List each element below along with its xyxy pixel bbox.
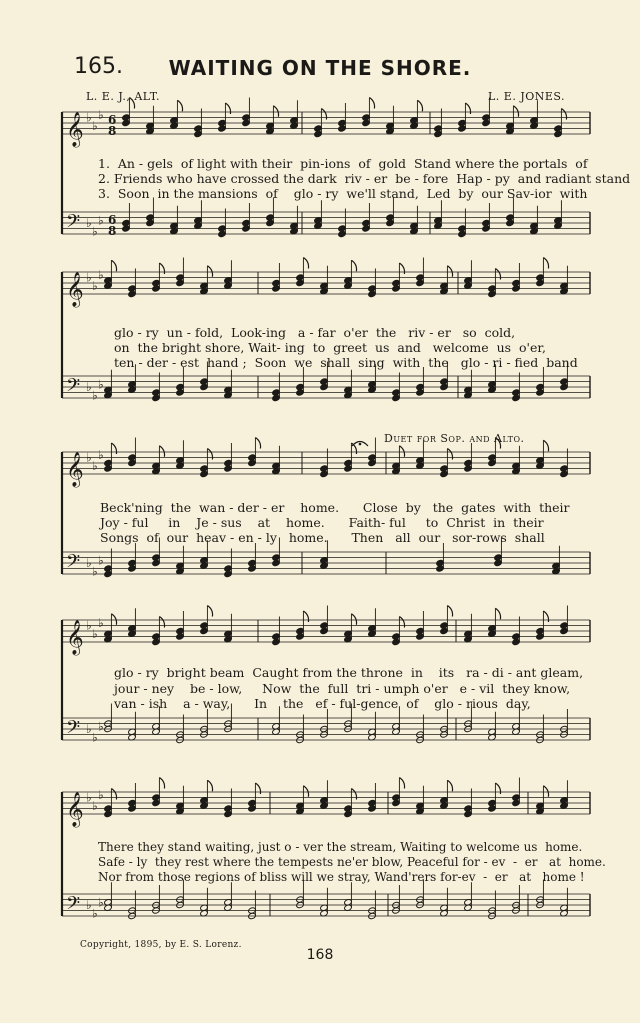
note-flag [207,780,212,791]
fermata-dot [359,443,362,446]
lyric-line: Safe - ly they rest where the tempests ne'er blow, Peaceful for - ev - er at home. [98,855,606,869]
page-number: 168 [306,947,334,963]
lyric-line: ten - der - est hand ; Soon we shall sing with the glo - ri - fied band [114,355,578,370]
time-signature-top: 6 [108,213,117,227]
flat-icon: ♭ [86,618,92,633]
flat-icon: ♭ [92,798,98,813]
treble-clef-icon: 𝄞 [66,112,84,147]
lyric-line: 3. Soon in the mansions of glo - ry we'll stand, Led by our Sav-ior with [98,186,588,201]
duet-annotation: Duet for Sop. and Alto. [384,432,525,445]
bass-clef-icon: 𝄢 [66,375,81,401]
lyric-line: Nor from those regions of bliss will we stray, Wand'rers for-ev - er at home ! [98,870,585,884]
note-flag [543,786,548,797]
lyric-line: van - ish a - way, In the ef - ful-gence of glo - rious day, [114,696,531,711]
note-flag [273,106,278,117]
flat-icon: ♭ [86,380,92,394]
flat-icon: ♭ [98,213,104,228]
treble-clef-icon: 𝄞 [66,272,84,307]
flat-icon: ♭ [98,553,104,568]
lyric-line: 1. An - gels of light with their pin-ions of gold Stand where the portals of [98,156,588,171]
bass-clef-icon: 𝄢 [66,717,81,743]
flat-icon: ♭ [98,719,104,734]
copyright-notice: Copyright, 1895, by E. S. Lorenz. [80,940,242,950]
note-flag [447,606,452,617]
note-flag [447,780,452,791]
words-credit: L. E. J., ALT. [86,90,160,103]
flat-icon: ♭ [86,790,92,805]
lyric-line: There they stand waiting, just o - ver the stream, Waiting to welcome us home. [98,840,583,854]
note-flag [207,266,212,277]
note-flag [447,266,452,277]
lyric-line: glo - ry bright beam Caught from the throne in its ra - di - ant gleam, [114,665,584,680]
flat-icon: ♭ [98,787,104,802]
flat-icon: ♭ [86,556,92,570]
treble-clef-icon: 𝄞 [66,792,84,827]
flat-icon: ♭ [98,267,104,282]
bass-clef-icon: 𝄢 [66,893,81,919]
lyric-line: Beck'ning the wan - der - er home. Close by the gates with their [100,500,570,515]
flat-icon: ♭ [98,107,104,122]
time-signature-bottom: 8 [108,224,117,238]
flat-icon: ♭ [92,564,98,579]
note-flag [417,100,422,111]
flat-icon: ♭ [86,898,92,912]
flat-icon: ♭ [86,270,92,285]
note-flag [399,778,404,789]
note-flag [513,106,518,117]
note-flag [177,100,182,111]
time-signature-top: 6 [108,113,117,127]
music-credit: L. E. JONES. [488,90,566,103]
treble-clef-icon: 𝄞 [66,620,84,655]
note-flag [369,98,374,109]
note-flag [207,606,212,617]
flat-icon: ♭ [92,118,98,133]
bass-clef-icon: 𝄢 [66,551,81,577]
flat-icon: ♭ [98,895,104,910]
hymn-title: WAITING ON THE SHORE. [168,56,472,80]
lyric-line: Songs of our heav - en - ly home. Then all our sor-rows shall [100,530,545,545]
note-flag [129,98,134,109]
flat-icon: ♭ [86,450,92,465]
note-flag [159,446,164,457]
note-flag [159,778,164,789]
lyric-line: on the bright shore, Wait- ing to greet us and welcome us o'er, [114,340,546,355]
flat-icon: ♭ [86,722,92,736]
lyric-line: Joy - ful in Je - sus at home. Faith- ful to Christ in their [100,515,544,530]
flat-icon: ♭ [86,110,92,125]
lyric-line: jour - ney be - low, Now the full tri - umph o'er e - vil they know, [114,681,571,696]
hymn-number: 165. [74,54,123,79]
flat-icon: ♭ [92,906,98,921]
note-flag [351,614,356,625]
note-flag [495,438,500,449]
time-signature-bottom: 8 [108,124,117,138]
flat-icon: ♭ [92,224,98,239]
note-flag [495,608,500,619]
note-flag [543,258,548,269]
flat-icon: ♭ [92,278,98,293]
flat-icon: ♭ [98,377,104,392]
lyric-line: glo - ry un - fold, Look-ing a - far o'er the riv - er so cold, [114,325,516,340]
note-flag [303,786,308,797]
note-flag [399,446,404,457]
flat-icon: ♭ [86,216,92,230]
note-flag [303,258,308,269]
flat-icon: ♭ [98,447,104,462]
flat-icon: ♭ [92,458,98,473]
note-flag [543,440,548,451]
note-flag [351,260,356,271]
flat-icon: ♭ [92,388,98,403]
treble-clef-icon: 𝄞 [66,452,84,487]
note-flag [111,614,116,625]
flat-icon: ♭ [98,615,104,630]
flat-icon: ♭ [92,730,98,745]
note-flag [111,260,116,271]
note-flag [255,438,260,449]
flat-icon: ♭ [92,626,98,641]
bass-clef-icon: 𝄢 [66,211,81,237]
lyric-line: 2. Friends who have crossed the dark riv - er be - fore Hap - py and radiant stand [98,171,631,186]
